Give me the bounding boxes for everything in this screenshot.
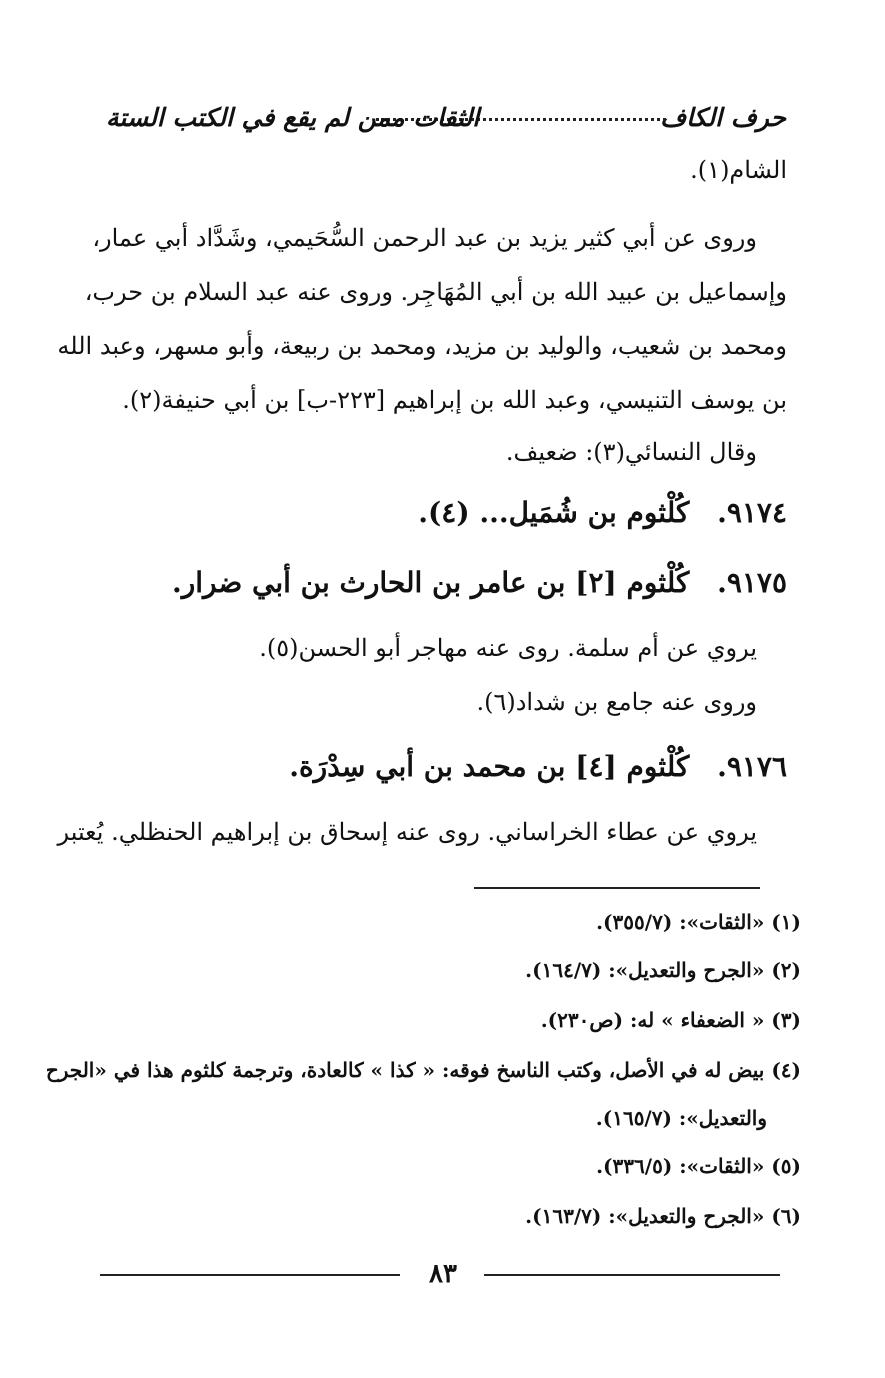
footnote-4: (٤) بيض له في الأصل، وكتب الناسخ فوقه: « كذا » كالعادة، وترجمة كلثوم هذا في «الجرح: [45, 1058, 801, 1082]
running-header: [106, 96, 786, 140]
footnote-2: (٢) «الجرح والتعديل»: (١٦٤/٧).: [525, 958, 801, 982]
entry-9176: [100, 744, 787, 790]
footnote-6: (٦) «الجرح والتعديل»: (١٦٣/٧).: [525, 1204, 801, 1228]
entry-name: كُلْثوم بن شُمَيل... (٤).: [418, 496, 690, 529]
body-line-7: يروي عن أم سلمة. روى عنه مهاجر أبو الحسن(٥).: [259, 634, 757, 662]
footnote-4-continued: والتعديل»: (١٦٥/٧).: [595, 1106, 767, 1130]
entry-9174: [100, 490, 787, 536]
body-line-6: وقال النسائي(٣): ضعيف.: [505, 438, 757, 466]
footer-rule-left: [100, 1274, 400, 1276]
entry-number: ٩١٧٥.: [717, 566, 787, 599]
body-line-3: وإسماعيل بن عبيد الله بن أبي المُهَاجِر. وروى عنه عبد السلام بن حرب،: [84, 278, 787, 306]
header-chapter-title: حرف الكاف: [660, 103, 786, 132]
body-line-9: يروي عن عطاء الخراساني. روى عنه إسحاق بن إبراهيم الحنظلي. يُعتبر: [57, 818, 757, 846]
body-line-4: ومحمد بن شعيب، والوليد بن مزيد، ومحمد بن ربيعة، وأبو مسهر، وعبد الله: [57, 332, 787, 360]
footnote-3: (٣) « الضعفاء » له: (ص٢٣٠).: [540, 1008, 801, 1032]
page-footer: [100, 1254, 780, 1294]
entry-number: ٩١٧٦.: [717, 750, 787, 783]
entry-name: كُلْثوم [٢] بن عامر بن الحارث بن أبي ضرار.: [171, 566, 690, 599]
page-number: ٨٣: [429, 1259, 457, 1289]
entry-9175: [100, 560, 787, 606]
body-line-1: الشام(١).: [690, 156, 787, 184]
body-line-2: وروى عن أبي كثير يزيد بن عبد الرحمن السُّحَيمي، وشَدَّاد أبي عمار،: [92, 224, 757, 252]
footnote-1: (١) «الثقات»: (٣٥٥/٧).: [596, 910, 801, 934]
entry-name: كُلْثوم [٤] بن محمد بن أبي سِدْرَة.: [289, 750, 690, 783]
footer-rule-right: [484, 1274, 780, 1276]
entry-number: ٩١٧٤.: [717, 496, 787, 529]
footnote-5: (٥) «الثقات»: (٣٣٦/٥).: [596, 1154, 801, 1178]
body-line-8: وروى عنه جامع بن شداد(٦).: [476, 688, 757, 716]
header-book-title: الثقات ممن لم يقع في الكتب الستة: [106, 103, 480, 132]
footnote-separator: [474, 887, 760, 889]
body-line-5: بن يوسف التنيسي، وعبد الله بن إبراهيم [٢٢٣-ب] بن أبي حنيفة(٢).: [122, 386, 787, 414]
